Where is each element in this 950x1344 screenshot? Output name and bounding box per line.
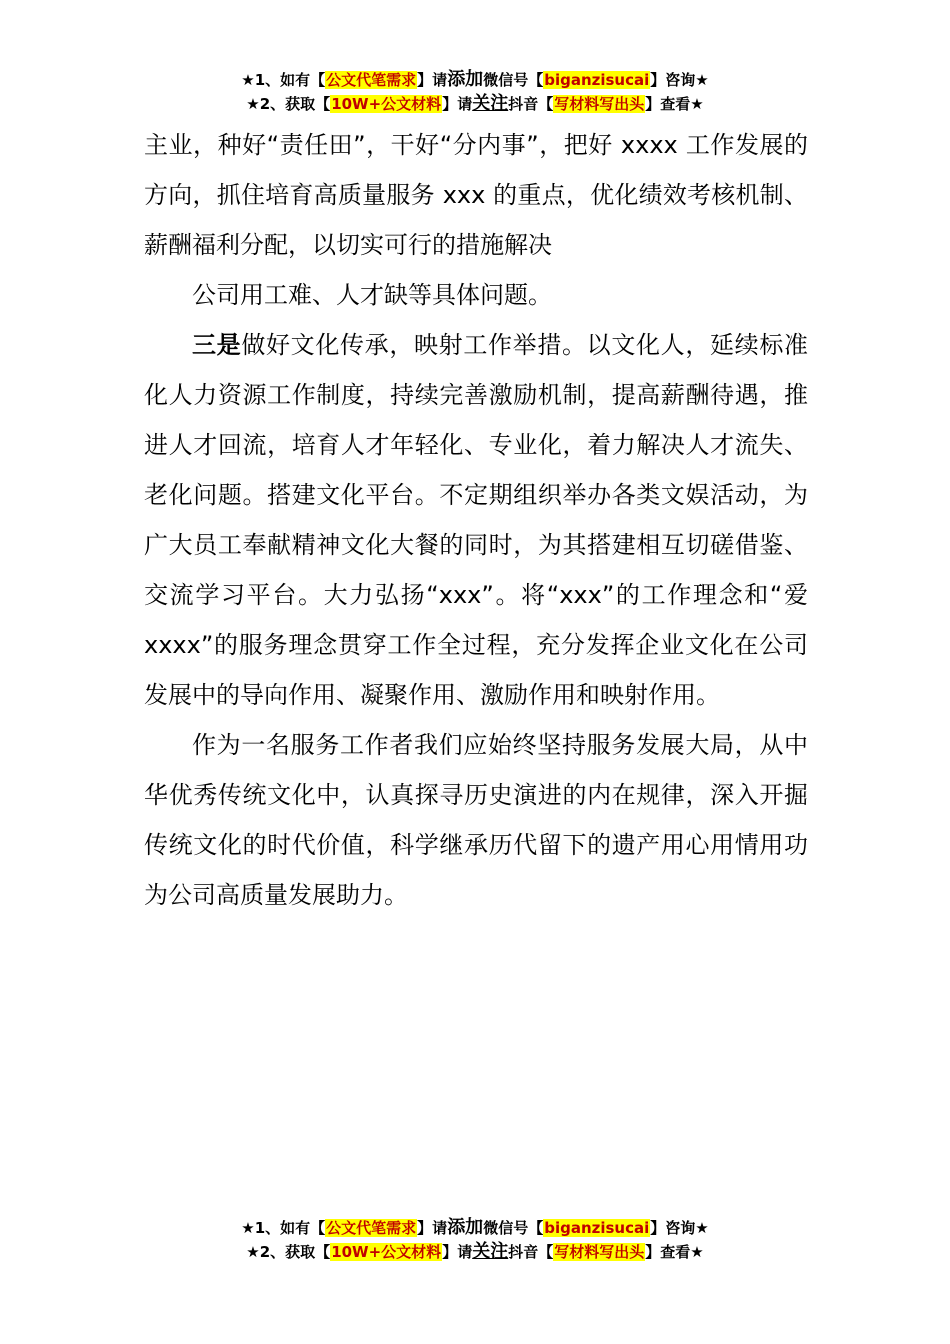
footer-line-1: ★1、如有【公文代笔需求】请添加微信号【biganzisucai】咨询★	[241, 1217, 709, 1238]
document-body	[144, 120, 808, 920]
highlight-wechat-id: biganzisucai	[544, 71, 650, 89]
footer-highlight-douyin-id: 写材料写出头	[554, 1243, 645, 1261]
paragraph-3-text: 做好文化传承，映射工作举措。以文化人，延续标准化人力资源工作制度，持续完善激励机制，提高薪酬待遇，推进人才回流，培育人才年轻化、专业化，着力解决人才流失、老化问题。搭建文化平台。不定期组织举办各类文娱活动，为广大员工奉献精神文化大餐的同时，为其搭建相互切磋借鉴、交流学习平台。大力弘扬“xxx”。将“xxx”的工作理念和“爱 xxxx”的服务理念贯穿工作全过程，充分发挥企业文化在公司发展中的导向作用、凝聚作用、激励作用和映射作用。	[144, 331, 809, 709]
header-banner	[0, 68, 950, 116]
highlight-douyin-id: 写材料写出头	[554, 95, 645, 113]
footer-highlight-materials: 10W+公文材料	[331, 1243, 442, 1261]
highlight-materials: 10W+公文材料	[331, 95, 442, 113]
footer-highlight-wechat-id: biganzisucai	[544, 1219, 650, 1237]
paragraph-4: 作为一名服务工作者我们应始终坚持服务发展大局，从中华优秀传统文化中，认真探寻历史演进的内在规律，深入开掘传统文化的时代价值，科学继承历代留下的遗产用心用情用功为公司高质量发展助力。	[144, 731, 808, 909]
footer-line-2: ★2、获取【10W+公文材料】请关注抖音【写材料写出头】查看★	[246, 1241, 704, 1262]
highlight-service: 公文代笔需求	[326, 71, 417, 89]
banner-line-2: ★2、获取【10W+公文材料】请关注抖音【写材料写出头】查看★	[246, 93, 704, 114]
footer-banner	[0, 1216, 950, 1264]
paragraph-2: 公司用工难、人才缺等具体问题。	[192, 281, 552, 309]
banner-line-1: ★1、如有【公文代笔需求】请添加微信号【biganzisucai】咨询★	[241, 69, 709, 90]
footer-highlight-service: 公文代笔需求	[326, 1219, 417, 1237]
paragraph-3-lead: 三是	[192, 331, 242, 359]
paragraph-1: 主业，种好“责任田”，干好“分内事”，把好 xxxx 工作发展的方向，抓住培育高质量服务 xxx 的重点，优化绩效考核机制、薪酬福利分配，以切实可行的措施解决	[144, 131, 808, 259]
paragraph-3	[144, 320, 808, 720]
